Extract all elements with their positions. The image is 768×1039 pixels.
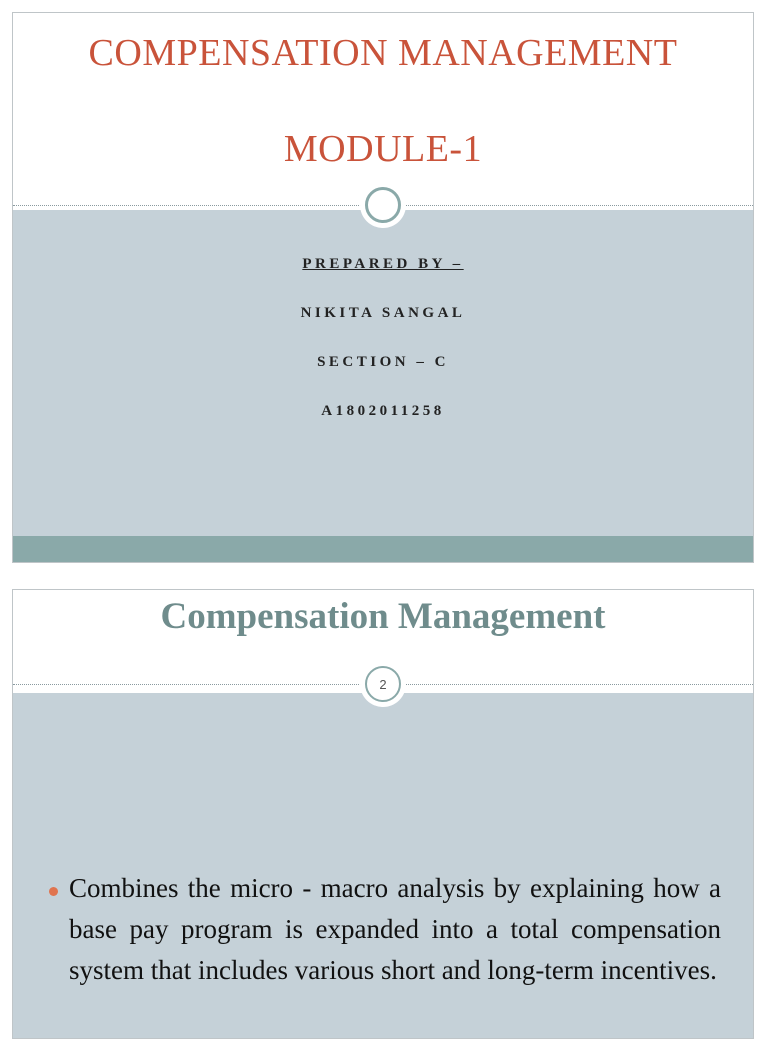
bullet-icon bbox=[49, 887, 58, 896]
slide-badge bbox=[360, 182, 406, 228]
circle-ornament-icon bbox=[365, 666, 401, 702]
slide-2 bbox=[12, 589, 754, 1039]
slide-number: 2 bbox=[379, 676, 387, 692]
prepared-by-label: PREPARED BY – bbox=[302, 256, 464, 272]
author-name: NIKITA SANGAL bbox=[300, 305, 466, 321]
slide-2-body bbox=[13, 693, 753, 1038]
slide-1-title-area bbox=[13, 13, 753, 205]
slide-1-title: COMPENSATION MANAGEMENT bbox=[88, 32, 678, 74]
footer-bar bbox=[13, 536, 753, 562]
slide-1-module-title: MODULE-1 bbox=[283, 128, 483, 170]
circle-ornament-icon bbox=[365, 187, 401, 223]
slide-1 bbox=[12, 12, 754, 563]
student-id: A1802011258 bbox=[321, 403, 445, 419]
slide-2-title: Compensation Management bbox=[160, 596, 606, 637]
bullet-text: Combines the micro - macro analysis by explaining how a base pay program is expanded into a total compensation system that includes various short and long-term incentives. bbox=[69, 873, 721, 985]
section-label: SECTION – C bbox=[317, 354, 449, 370]
bullet-item bbox=[49, 868, 721, 991]
slide-number-badge bbox=[360, 661, 406, 707]
